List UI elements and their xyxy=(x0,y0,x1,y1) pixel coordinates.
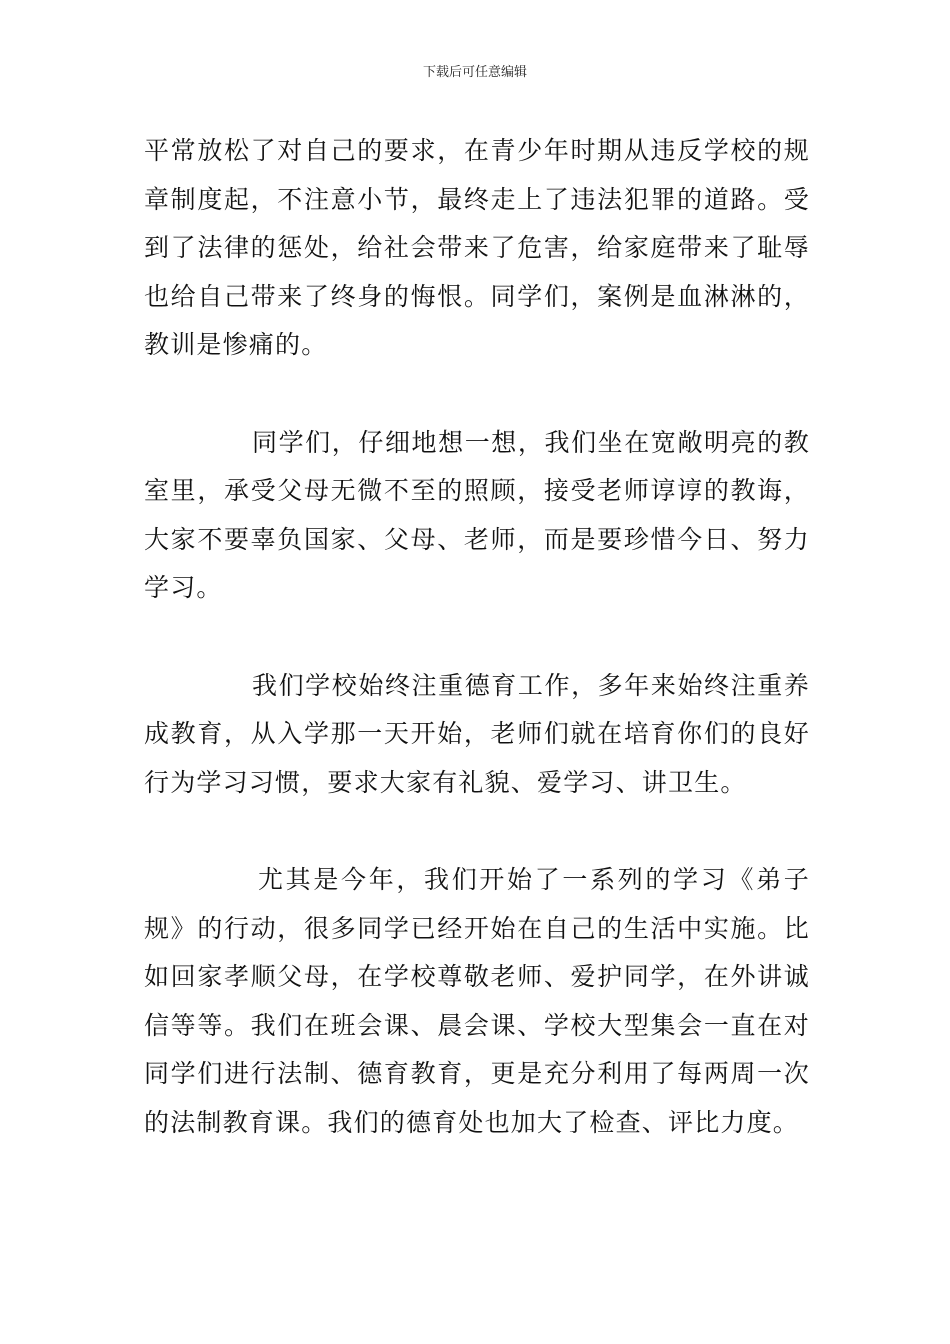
paragraph-2: 同学们，仔细地想一想，我们坐在宽敞明亮的教室里，承受父母无微不至的照顾，接受老师谆谆的教诲，大家不要辜负国家、父母、老师，而是要珍惜今日、努力学习。 xyxy=(144,427,810,603)
paragraph-3: 我们学校始终注重德育工作，多年来始终注重养成教育，从入学那一天开始，老师们就在培育你们的良好行为学习习惯，要求大家有礼貌、爱学习、讲卫生。 xyxy=(144,670,810,797)
page-header: 下载后可任意编辑 xyxy=(422,65,527,80)
paragraph-1: 平常放松了对自己的要求，在青少年时期从违反学校的规章制度起，不注意小节，最终走上了违法犯罪的道路。受到了法律的惩处，给社会带来了危害，给家庭带来了耻辱也给自己带来了终身的悔恨。同学们，案例是血淋淋的，教训是惨痛的。 xyxy=(144,136,810,360)
document-body xyxy=(144,127,810,1147)
paragraph-4: 尤其是今年，我们开始了一系列的学习《弟子规》的行动，很多同学已经开始在自己的生活中实施。比如回家孝顺父母，在学校尊敬老师、爱护同学，在外讲诚信等等。我们在班会课、晨会课、学校大型集会一直在对同学们进行法制、德育教育，更是充分利用了每两周一次的法制教育课。我们的德育处也加大了检查、评比力度。 xyxy=(144,864,810,1137)
